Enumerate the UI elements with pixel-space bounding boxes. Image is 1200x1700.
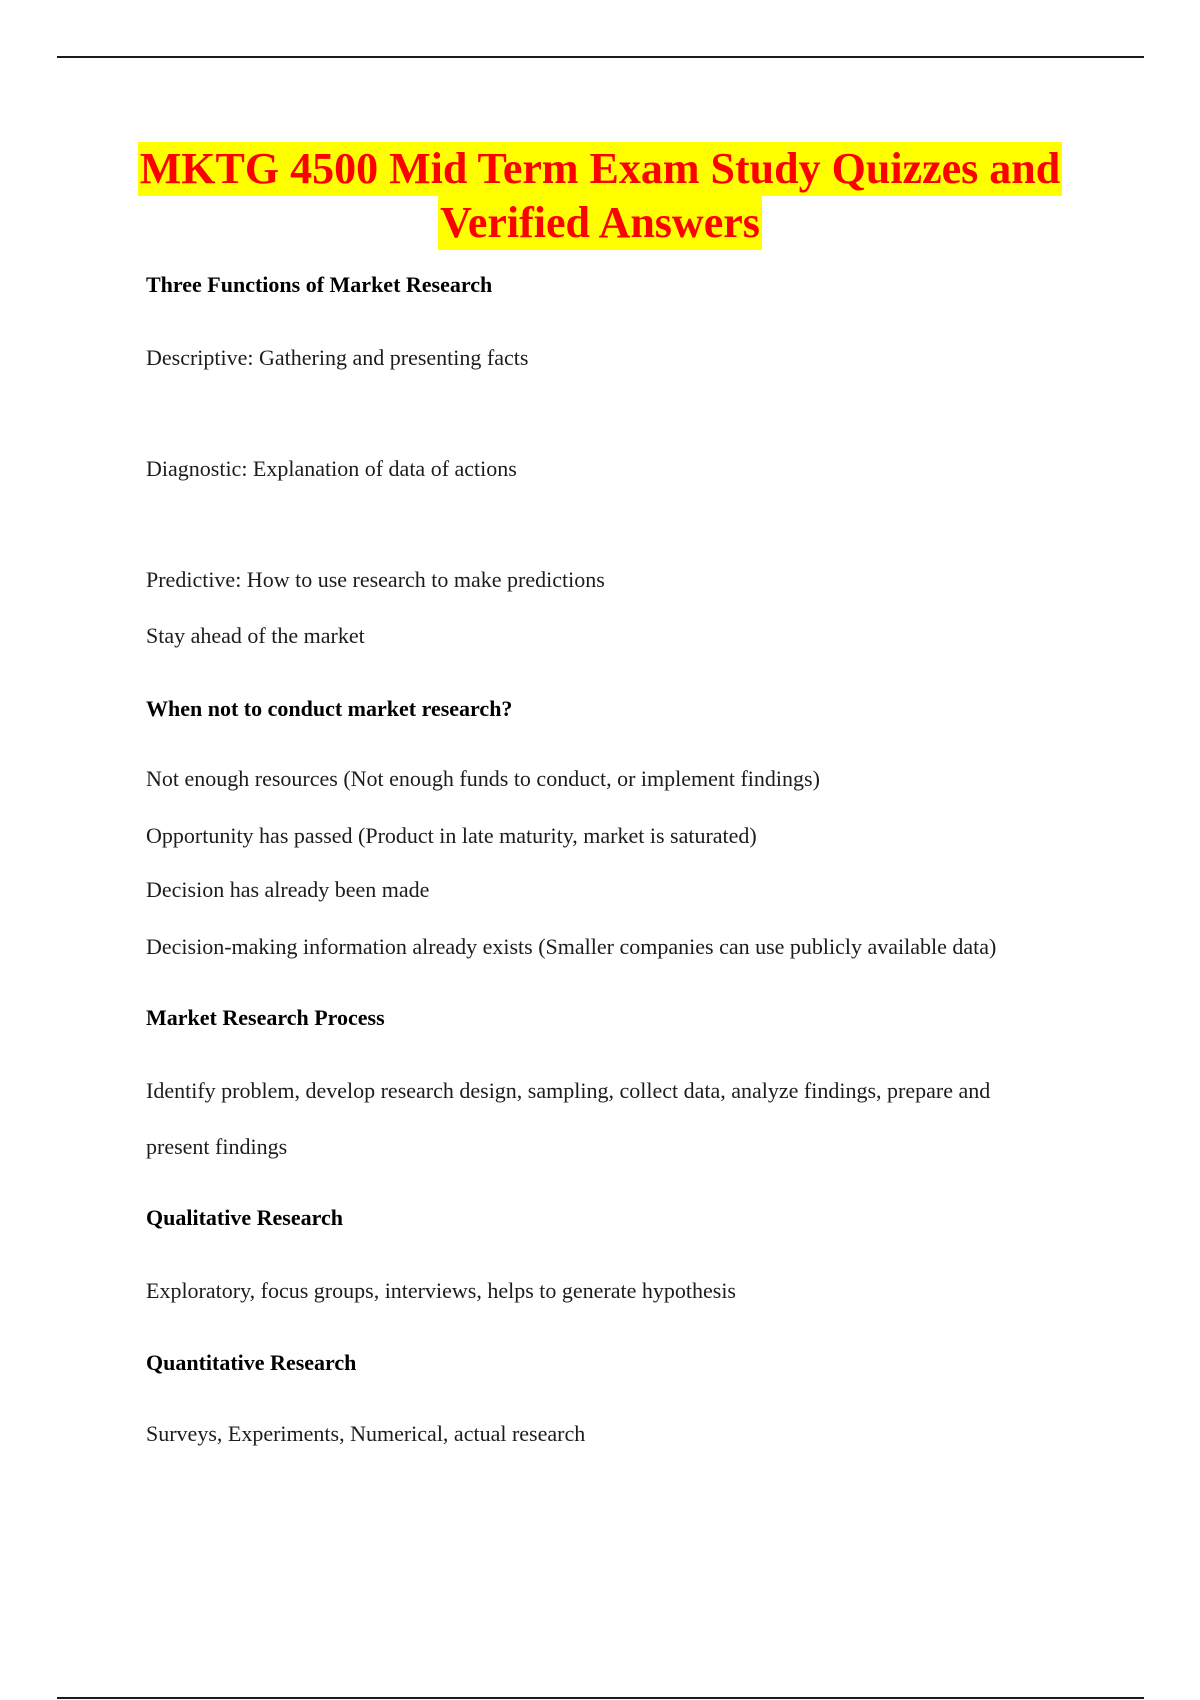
section-heading: Three Functions of Market Research bbox=[146, 272, 493, 297]
document-title bbox=[100, 142, 1100, 250]
answer-line: Decision-making information already exists (Smaller companies can use publicly available data) bbox=[146, 934, 997, 959]
answer-line: present findings bbox=[146, 1134, 288, 1159]
answer-line: Exploratory, focus groups, interviews, helps to generate hypothesis bbox=[146, 1278, 736, 1303]
answer-line: Decision has already been made bbox=[146, 877, 430, 902]
section-heading: Qualitative Research bbox=[146, 1205, 343, 1230]
answer-line: Descriptive: Gathering and presenting facts bbox=[146, 345, 529, 370]
answer-line: Not enough resources (Not enough funds to conduct, or implement findings) bbox=[146, 766, 820, 791]
answer-line: Surveys, Experiments, Numerical, actual research bbox=[146, 1421, 586, 1446]
title-line-2: Verified Answers bbox=[438, 196, 762, 250]
bottom-divider bbox=[57, 1697, 1144, 1699]
answer-line: Diagnostic: Explanation of data of actions bbox=[146, 456, 517, 481]
section-heading: Market Research Process bbox=[146, 1005, 385, 1030]
answer-line: Predictive: How to use research to make predictions bbox=[146, 567, 605, 592]
title-line-1: MKTG 4500 Mid Term Exam Study Quizzes and bbox=[138, 142, 1062, 196]
answer-line: Opportunity has passed (Product in late maturity, market is saturated) bbox=[146, 823, 757, 848]
answer-line: Identify problem, develop research design, sampling, collect data, analyze findings, prepare and bbox=[146, 1078, 991, 1103]
section-heading: When not to conduct market research? bbox=[146, 696, 513, 721]
section-heading: Quantitative Research bbox=[146, 1350, 357, 1375]
answer-line: Stay ahead of the market bbox=[146, 623, 365, 648]
top-divider bbox=[57, 56, 1144, 58]
